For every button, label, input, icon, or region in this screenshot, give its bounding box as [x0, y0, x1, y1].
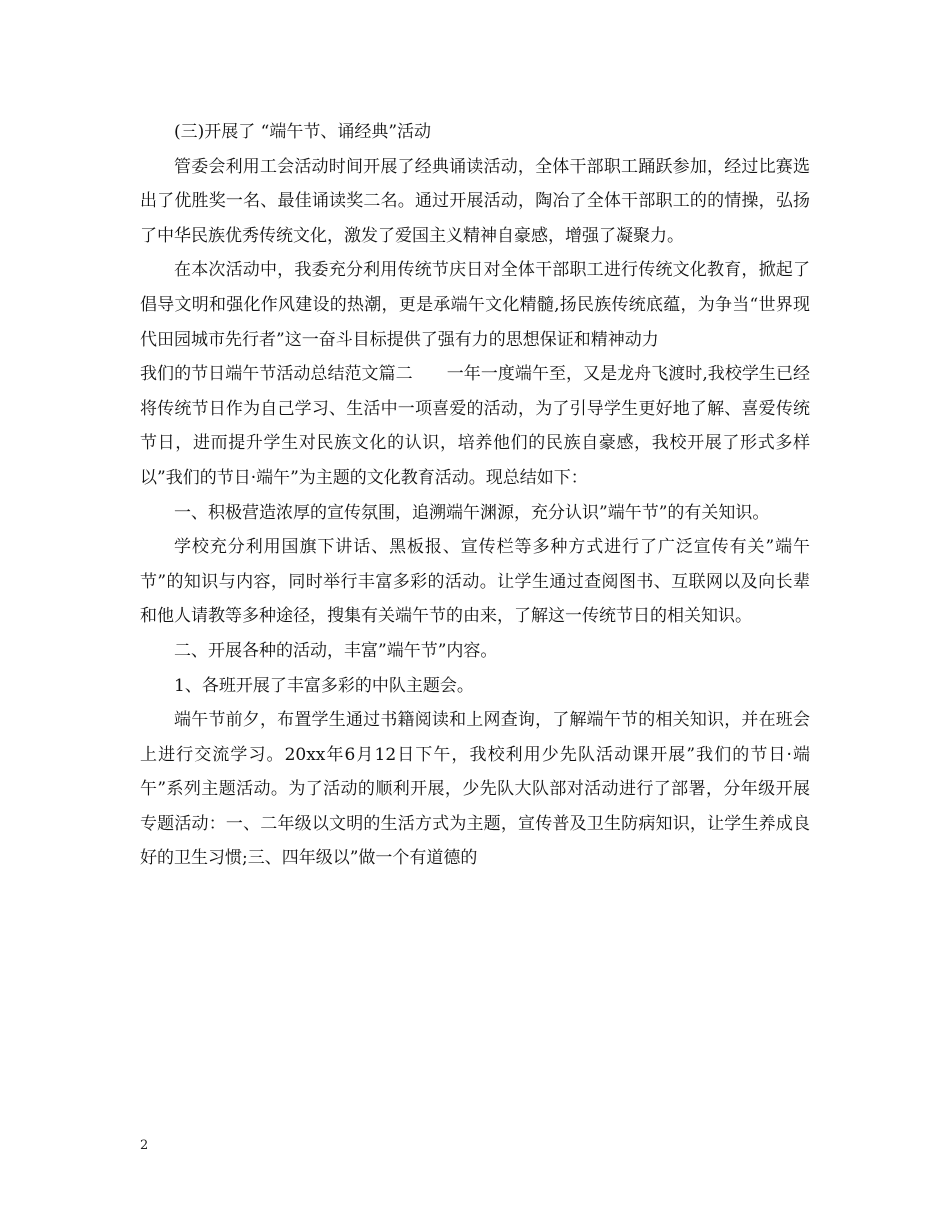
subheading-class-meetings: 1、各班开展了丰富多彩的中队主题会。 [174, 675, 474, 696]
paragraph-article-two-intro: 我们的节日端午节活动总结范文篇二 一年一度端午至，又是龙舟飞渡时,我校学生已经将传统节日作为自己学习、生活中一项喜爱的活动，为了引导学生更好地了解、喜爱传统节日，进而提升学生对民族文化的认识，培养他们的民族自豪感，我校开展了形式多样以”我们的节日·端午”为主题的文化教育活动。现总结如下： [140, 364, 810, 488]
paragraph-school-publicity: 学校充分利用国旗下讲话、黑板报、宣传栏等多种方式进行了广泛宣传有关”端午节”的知识与内容，同时举行丰富多彩的活动。让学生通过查阅图书、互联网以及向长辈和他人请教等多种途径，搜集有关端午节的由来，了解这一传统节日的相关知识。 [140, 537, 810, 627]
section-heading-two: 二、开展各种的活动，丰富”端午节”内容。 [174, 640, 498, 661]
document-body [140, 115, 810, 876]
page-number: 2 [140, 1138, 149, 1153]
paragraph-activity-summary: 在本次活动中，我委充分利用传统节庆日对全体干部职工进行传统文化教育，掀起了倡导文明和强化作风建设的热潮，更是承端午文化精髓,扬民族传统底蕴，为争当“世界现代田园城市先行者”这一奋斗目标提供了强有力的思想保证和精神动力 [140, 260, 810, 350]
paragraph-classic-reading: 管委会利用工会活动时间开展了经典诵读活动，全体干部职工踊跃参加，经过比赛选出了优胜奖一名、最佳诵读奖二名。通过开展活动，陶冶了全体干部职工的的情操，弘扬了中华民族优秀传统文化，激发了爱国主义精神自豪感，增强了凝聚力。 [140, 156, 810, 246]
paragraph-festival-eve: 端午节前夕，布置学生通过书籍阅读和上网查询，了解端午节的相关知识，并在班会上进行交流学习。20xx年6月12日下午，我校利用少先队活动课开展”我们的节日·端午”系列主题活动。为了活动的顺利开展，少先队大队部对活动进行了部署，分年级开展专题活动：一、二年级以文明的生活方式为主题，宣传普及卫生防病知识，让学生养成良好的卫生习惯;三、四年级以”做一个有道德的 [140, 710, 810, 869]
section-heading-one: 一、积极营造浓厚的宣传氛围，追溯端午渊源，充分认识”端午节”的有关知识。 [174, 502, 770, 523]
section-heading-three: (三)开展了 “端午节、诵经典”活动 [174, 122, 432, 142]
